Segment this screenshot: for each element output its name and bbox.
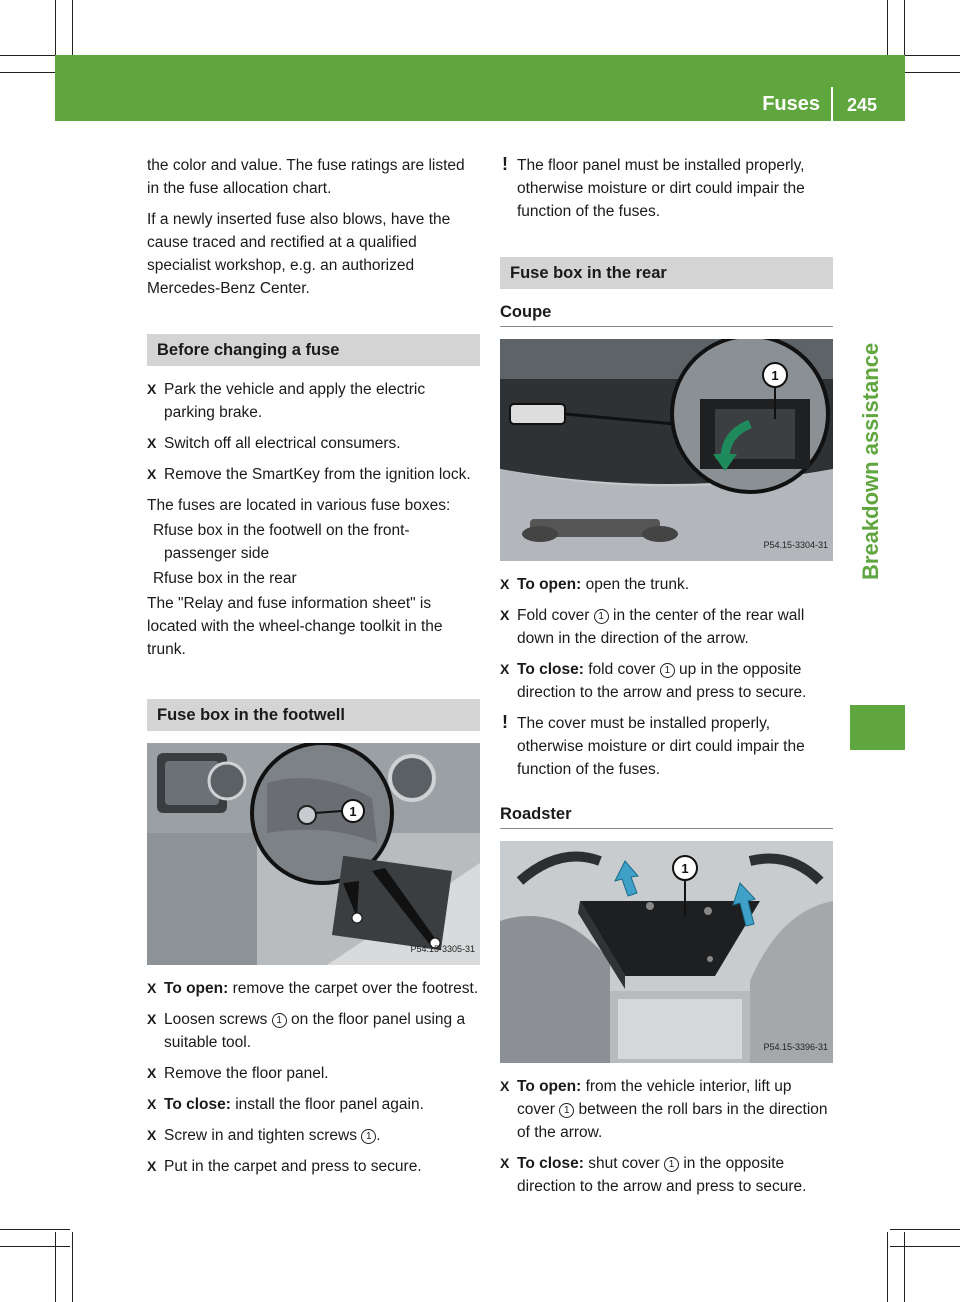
left-column	[147, 154, 480, 1186]
step-marker: X	[147, 435, 157, 451]
callout-ref: 1	[594, 609, 609, 624]
bullet-item: R fuse box in the footwell on the front-passenger side	[147, 519, 480, 565]
photo-code: P54.15-3304-31	[763, 540, 828, 550]
step-marker: X	[147, 1096, 157, 1112]
photo-code: P54.15-3305-31	[410, 944, 475, 954]
section-heading: Fuse box in the footwell	[147, 699, 480, 731]
coupe-illustration	[500, 339, 833, 561]
step-marker: X	[147, 1065, 157, 1081]
step-marker: X	[147, 980, 157, 996]
step-item: X To open: from the vehicle interior, lift up cover 1 between the roll bars in the direction of the arrow.	[500, 1075, 833, 1144]
step-marker: X	[147, 381, 157, 397]
step-marker: X	[147, 1158, 157, 1174]
warning-icon: !	[502, 154, 508, 174]
intro-paragraph: If a newly inserted fuse also blows, have the cause traced and rectified at a qualified specialist workshop, e.g. an authorized Mercedes-Benz Center.	[147, 211, 451, 297]
roadster-photo	[500, 841, 833, 1063]
step-marker: X	[500, 1078, 510, 1094]
footwell-photo	[147, 743, 480, 965]
callout-ref: 1	[361, 1129, 376, 1144]
body-text: The "Relay and fuse information sheet" is located with the wheel-change toolkit in the trunk.	[147, 595, 443, 658]
step-marker: X	[500, 661, 510, 677]
crop-mark	[0, 1246, 70, 1247]
warning-note: ! The floor panel must be installed properly, otherwise moisture or dirt could impair the function of the fuses.	[502, 154, 805, 220]
bullet-marker: R	[153, 522, 165, 539]
step-marker: X	[500, 607, 510, 623]
page-number: 245	[846, 95, 877, 115]
crop-mark	[72, 1232, 73, 1302]
crop-mark	[890, 1246, 960, 1247]
step-marker: X	[500, 1155, 510, 1171]
svg-text:1: 1	[349, 804, 357, 819]
warning-note: ! The cover must be installed properly, otherwise moisture or dirt could impair the function of the fuses.	[502, 712, 805, 778]
chapter-sidebar	[850, 130, 905, 670]
body-text: The fuses are located in various fuse boxes:	[147, 497, 451, 514]
crop-mark	[55, 1232, 56, 1302]
footwell-illustration	[147, 743, 480, 965]
step-marker: X	[147, 1011, 157, 1027]
right-column	[500, 154, 833, 1206]
chapter-title: Breakdown assistance	[858, 342, 883, 580]
callout-ref: 1	[664, 1157, 679, 1172]
step-item: X Remove the SmartKey from the ignition lock.	[147, 463, 480, 486]
warning-icon: !	[502, 712, 508, 732]
crop-mark	[887, 1232, 888, 1302]
step-item: X Switch off all electrical consumers.	[147, 432, 480, 455]
step-item: X To close: shut cover 1 in the opposite direction to the arrow and press to secure.	[500, 1152, 833, 1198]
subsection-heading: Roadster	[500, 803, 833, 829]
step-marker: X	[500, 576, 510, 592]
step-item: X Screw in and tighten screws 1 .	[147, 1124, 480, 1147]
callout-ref: 1	[272, 1013, 287, 1028]
callout-ref: 1	[660, 663, 675, 678]
svg-text:1: 1	[681, 861, 689, 876]
page-header	[55, 55, 905, 121]
coupe-photo	[500, 339, 833, 561]
step-marker: X	[147, 466, 157, 482]
step-item: X Put in the carpet and press to secure.	[147, 1155, 480, 1178]
step-marker: X	[147, 1127, 157, 1143]
bullet-marker: R	[153, 570, 165, 587]
svg-text:1: 1	[771, 368, 779, 383]
crop-mark	[904, 1232, 905, 1302]
step-item: X Loosen screws 1 on the floor panel using a suitable tool.	[147, 1008, 480, 1054]
callout-ref: 1	[559, 1103, 574, 1118]
section-heading: Before changing a fuse	[147, 334, 480, 366]
crop-mark	[890, 1229, 960, 1230]
section-heading: Fuse box in the rear	[500, 257, 833, 289]
step-item: X To close: install the floor panel again.	[147, 1093, 480, 1116]
step-item: X To open: open the trunk.	[500, 573, 833, 596]
photo-code: P54.15-3396-31	[763, 1042, 828, 1052]
step-item: X Park the vehicle and apply the electric parking brake.	[147, 378, 480, 424]
section-title: Fuses	[762, 93, 820, 115]
intro-paragraph: the color and value. The fuse ratings are listed in the fuse allocation chart.	[147, 157, 465, 197]
roadster-illustration	[500, 841, 833, 1063]
step-item: X To open: remove the carpet over the footrest.	[147, 977, 480, 1000]
step-item: X Remove the floor panel.	[147, 1062, 480, 1085]
step-item: X Fold cover 1 in the center of the rear wall down in the direction of the arrow.	[500, 604, 833, 650]
bullet-item: R fuse box in the rear	[147, 567, 480, 590]
chapter-tab	[850, 705, 905, 750]
header-divider	[831, 87, 833, 121]
step-item: X To close: fold cover 1 up in the opposite direction to the arrow and press to secure.	[500, 658, 833, 704]
crop-mark	[0, 1229, 70, 1230]
subsection-heading: Coupe	[500, 301, 833, 327]
